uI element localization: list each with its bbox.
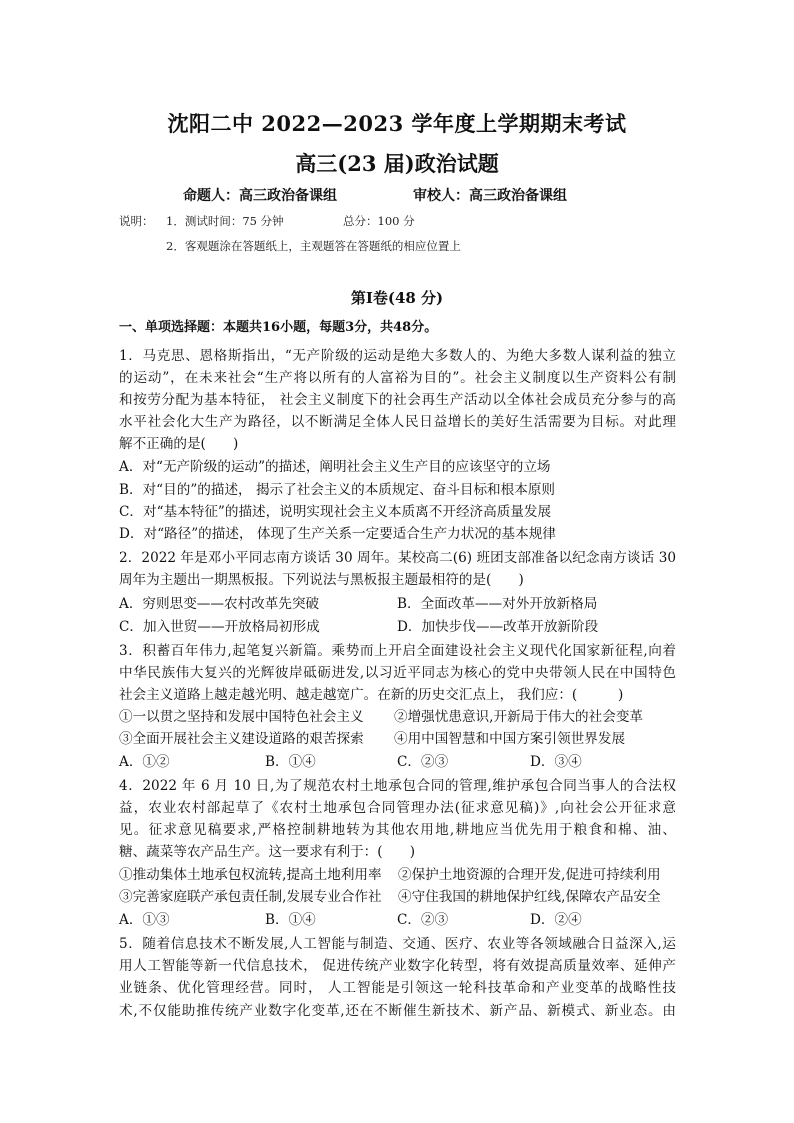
question-1-option-b: B．对“目的”的描述， 揭示了社会主义的本质规定、奋斗目标和根本原则 [119, 482, 556, 498]
question-1-stem-line: 的运动”，在未来社会“生产将以所有的人富裕为目的”。社会主义制度以生产资料公有制 [119, 370, 676, 386]
question-4-stem-line: 4．2022 年 6 月 10 日,为了规范农村土地承包合同的管理,维护承包合同当事人的合法权 [119, 778, 676, 794]
question-4-option-d: D．②④ [530, 912, 582, 928]
question-1-stem-line: 1．马克思、恩格斯指出，“无产阶级的运动是绝大多数人的、为绝大多数人谋利益的独立 [119, 348, 676, 364]
question-4-statement-4: ④守住我国的耕地保护红线,保障农产品安全 [398, 889, 661, 905]
question-2-option-d: D．加快步伐——改革开放新阶段 [397, 619, 599, 635]
question-5-stem-line: 术,不仅能助推传统产业数字化变革,还在不断催生新技术、新产品、新模式、新业态。由 [119, 1003, 676, 1019]
exam-title: 沈阳二中 2022—2023 学年度上学期期末考试 [167, 111, 627, 136]
question-2-option-b: B．全面改革——对外开放新格局 [397, 596, 598, 612]
question-3-stem-line: 3．积蓄百年伟力,起笔复兴新篇。乘势而上开启全面建设社会主义现代化国家新征程,向着 [119, 643, 676, 659]
question-4-stem-line: 糖、蔬菜等农产品生产。这一要求有利于：( ) [119, 844, 416, 860]
question-2-option-a: A．穷则思变——农村改革先突破 [119, 596, 320, 612]
note-answer: 2．客观题涂在答题纸上，主观题答在答题纸的相应位置上 [166, 239, 461, 253]
exam-subtitle: 高三(23 届)政治试题 [295, 151, 499, 176]
question-3-statement-4: ④用中国智慧和中国方案引领世界发展 [394, 731, 626, 747]
section-title: 一、单项选择题：本题共16小题，每题3分，共48分。 [119, 320, 438, 335]
question-4-stem-line: 见。征求意见稿要求,严格控制耕地转为其他农用地,耕地应当优先用于粮食和棉、油、 [119, 822, 676, 838]
question-1-option-d: D．对“路径”的描述， 体现了生产关系一定要适合生产力状况的基本规律 [119, 526, 556, 542]
question-1-stem-line: 和按劳分配为基本特征， 社会主义制度下的社会再生产活动以全体社会成员充分参与的高 [119, 392, 676, 408]
question-4-option-c: C．②③ [397, 912, 449, 928]
question-1-stem-line: 水平社会化大生产为路径，以不断满足全体人民日益增长的美好生活需要为目标。对此理 [119, 414, 676, 430]
question-3-statement-3: ③全面开展社会主义建设道路的艰苦探索 [119, 731, 364, 747]
question-4-option-a: A．①③ [119, 912, 170, 928]
note-label: 说明： [119, 214, 154, 228]
question-3-option-c: C．②③ [397, 754, 449, 770]
question-2-stem-line: 周年为主题出一期黑板报。下列说法与黑板报主题最相符的是( ) [119, 572, 524, 588]
question-reviewer: 审校人：高三政治备课组 [413, 188, 567, 204]
question-4-statement-2: ②保护土地资源的合理开发,促进可持续利用 [398, 867, 661, 883]
question-1-option-c: C．对“基本特征”的描述，说明实现社会主义本质离不开经济高质量发展 [119, 504, 552, 520]
part-title: 第Ⅰ卷(48 分) [350, 289, 444, 307]
note-time: 1．测试时间：75 分钟 [166, 214, 284, 228]
question-3-statement-1: ①一以贯之坚持和发展中国特色社会主义 [119, 709, 364, 725]
question-5-stem-line: 用人工智能等新一代信息技术， 促进传统产业数字化转型，将有效提高质量效率、延伸产 [119, 958, 676, 974]
question-author: 命题人：高三政治备课组 [183, 188, 337, 204]
question-1-stem-line: 解不正确的是( ) [119, 436, 239, 452]
question-3-option-a: A．①② [119, 754, 170, 770]
question-2-option-c: C．加入世贸——开放格局初形成 [119, 619, 320, 635]
question-3-statement-2: ②增强忧患意识,开新局于伟大的社会变革 [394, 709, 644, 725]
question-1-option-a: A．对“无产阶级的运动”的描述，阐明社会主义生产目的应该坚守的立场 [119, 459, 551, 475]
question-2-stem-line: 2．2022 年是邓小平同志南方谈话 30 周年。某校高二(6) 班团支部准备以纪念南方谈话 30 [119, 550, 676, 566]
question-5-stem-line: 业链条、优化管理经营。同时， 人工智能是引领这一轮科技革命和产业变革的战略性技 [119, 980, 676, 996]
question-3-stem-line: 社会主义道路上越走越光明、越走越宽广。在新的历史交汇点上， 我们应：( ) [119, 687, 624, 703]
question-3-option-b: B．①④ [265, 754, 316, 770]
question-3-option-d: D．③④ [530, 754, 582, 770]
question-5-stem-line: 5．随着信息技术不断发展,人工智能与制造、交通、医疗、农业等各领域融合日益深入,运 [119, 936, 676, 952]
note-score: 总分：100 分 [343, 214, 415, 228]
question-4-option-b: B．①④ [265, 912, 316, 928]
question-4-stem-line: 益，农业农村部起草了《农村土地承包合同管理办法(征求意见稿)》,向社会公开征求意 [119, 800, 676, 816]
question-4-statement-1: ①推动集体土地承包权流转,提高土地利用率 [119, 867, 382, 883]
question-4-statement-3: ③完善家庭联产承包责任制,发展专业合作社 [119, 889, 382, 905]
question-3-stem-line: 中华民族伟大复兴的光辉彼岸砥砺进发,以习近平同志为核心的党中央带领人民在中国特色 [119, 665, 676, 681]
